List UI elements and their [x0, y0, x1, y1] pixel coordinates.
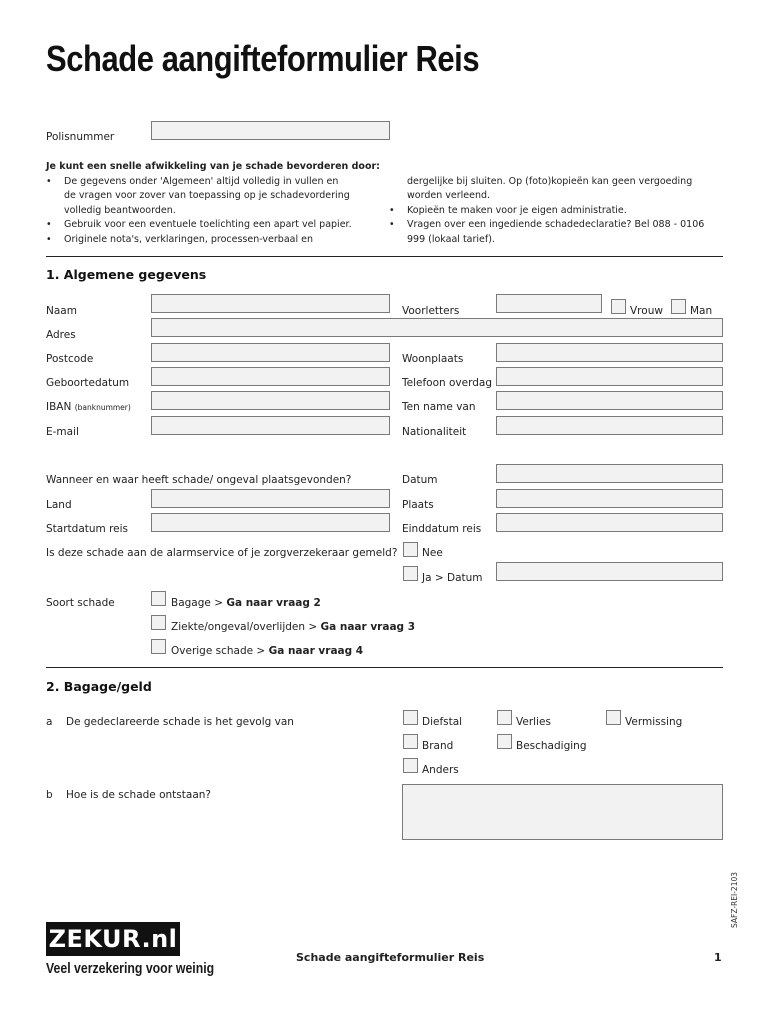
beschadiging-label: Beschadiging [516, 740, 587, 752]
naam-label: Naam [46, 305, 77, 317]
geboortedatum-field[interactable] [151, 367, 390, 386]
telefoon-label: Telefoon overdag [402, 377, 492, 389]
startdatum-label: Startdatum reis [46, 523, 129, 535]
footer-title: Schade aangifteformulier Reis [296, 951, 485, 964]
slogan: Veel verzekering voor weinig [46, 960, 215, 977]
vrouw-label: Vrouw [630, 305, 663, 317]
voorletters-field[interactable] [496, 294, 602, 313]
man-label: Man [690, 305, 713, 317]
bagage-checkbox[interactable] [151, 591, 166, 606]
bagage-option-label: Bagage > Ga naar vraag 2 [171, 597, 321, 609]
melding-datum-field[interactable] [496, 562, 723, 581]
section-divider [46, 256, 723, 257]
ja-datum-label: Ja > Datum [422, 572, 483, 584]
overige-checkbox[interactable] [151, 639, 166, 654]
anders-label: Anders [422, 764, 459, 776]
diefstal-checkbox[interactable] [403, 710, 418, 725]
nationaliteit-field[interactable] [496, 416, 723, 435]
overige-option-label: Overige schade > Ga naar vraag 4 [171, 645, 364, 657]
intro-heading: Je kunt een snelle afwikkeling van je schade bevorderen door: [46, 161, 380, 172]
datum-label: Datum [402, 474, 438, 486]
ziekte-checkbox[interactable] [151, 615, 166, 630]
brand-checkbox[interactable] [403, 734, 418, 749]
section-divider [46, 667, 723, 668]
soort-label: Soort schade [46, 597, 115, 609]
tenname-field[interactable] [496, 391, 723, 410]
intro-left [46, 160, 386, 247]
adres-label: Adres [46, 329, 76, 341]
page-number: 1 [714, 951, 722, 964]
intro-bullet: • Originele nota's, verklaringen, processen-verbaal en [46, 233, 386, 248]
schade-ontstaan-textarea[interactable] [402, 784, 723, 840]
tenname-label: Ten name van [402, 401, 476, 413]
postcode-field[interactable] [151, 343, 390, 362]
iban-label: IBAN (banknummer) [46, 401, 131, 413]
geboortedatum-label: Geboortedatum [46, 377, 130, 389]
voorletters-label: Voorletters [402, 305, 460, 317]
einddatum-field[interactable] [496, 513, 723, 532]
polisnummer-field[interactable] [151, 121, 390, 140]
intro-bullet: • Gebruik voor een eventuele toelichting een apart vel papier. [46, 218, 386, 233]
diefstal-label: Diefstal [422, 716, 463, 728]
page-title: Schade aangifteformulier Reis [46, 38, 480, 79]
iban-field[interactable] [151, 391, 390, 410]
beschadiging-checkbox[interactable] [497, 734, 512, 749]
vrouw-checkbox[interactable] [611, 299, 626, 314]
woonplaats-field[interactable] [496, 343, 723, 362]
naam-field[interactable] [151, 294, 390, 313]
startdatum-field[interactable] [151, 513, 390, 532]
polisnummer-label: Polisnummer [46, 131, 115, 143]
vermissing-checkbox[interactable] [606, 710, 621, 725]
postcode-label: Postcode [46, 353, 94, 365]
einddatum-label: Einddatum reis [402, 523, 482, 535]
intro-bullet: • De gegevens onder 'Algemeen' altijd volledig in vullen en de vragen voor zover van toepassing op je schadevordering volledig beantwoorden. [46, 175, 386, 219]
email-field[interactable] [151, 416, 390, 435]
section1-heading: 1. Algemene gegevens [46, 267, 207, 282]
intro-bullet: • Kopieën te maken voor je eigen administratie. [389, 204, 729, 219]
form-code: SAFZ-REI-2103 [730, 871, 739, 928]
adres-field[interactable] [151, 318, 723, 337]
nationaliteit-label: Nationaliteit [402, 426, 467, 438]
nee-label: Nee [422, 547, 443, 559]
plaats-field[interactable] [496, 489, 723, 508]
email-label: E-mail [46, 426, 79, 438]
land-label: Land [46, 499, 72, 511]
intro-bullet: • Vragen over een ingediende schadedeclaratie? Bel 088 - 0106 999 (lokaal tarief). [389, 218, 729, 247]
intro-bullet-continued: dergelijke bij sluiten. Op (foto)kopieën kan geen vergoeding worden verleend. [407, 175, 693, 201]
intro-right [389, 175, 729, 248]
question-b-letter: b [46, 789, 53, 801]
vermissing-label: Vermissing [625, 716, 683, 728]
telefoon-field[interactable] [496, 367, 723, 386]
brand-label: Brand [422, 740, 454, 752]
datum-field[interactable] [496, 464, 723, 483]
question-a-letter: a [46, 716, 53, 728]
alarm-question: Is deze schade aan de alarmservice of je zorgverzekeraar gemeld? [46, 547, 398, 559]
anders-checkbox[interactable] [403, 758, 418, 773]
nee-checkbox[interactable] [403, 542, 418, 557]
verlies-label: Verlies [516, 716, 551, 728]
question-a-text: De gedeclareerde schade is het gevolg van [66, 716, 294, 728]
plaats-label: Plaats [402, 499, 434, 511]
ja-checkbox[interactable] [403, 566, 418, 581]
ziekte-option-label: Ziekte/ongeval/overlijden > Ga naar vraag 3 [171, 621, 416, 633]
verlies-checkbox[interactable] [497, 710, 512, 725]
man-checkbox[interactable] [671, 299, 686, 314]
section2-heading: 2. Bagage/geld [46, 679, 152, 694]
wanneer-label: Wanneer en waar heeft schade/ ongeval plaatsgevonden? [46, 474, 352, 486]
zekur-logo: ZEKUR.nl [46, 922, 180, 956]
question-b-text: Hoe is de schade ontstaan? [66, 789, 211, 801]
woonplaats-label: Woonplaats [402, 353, 464, 365]
land-field[interactable] [151, 489, 390, 508]
